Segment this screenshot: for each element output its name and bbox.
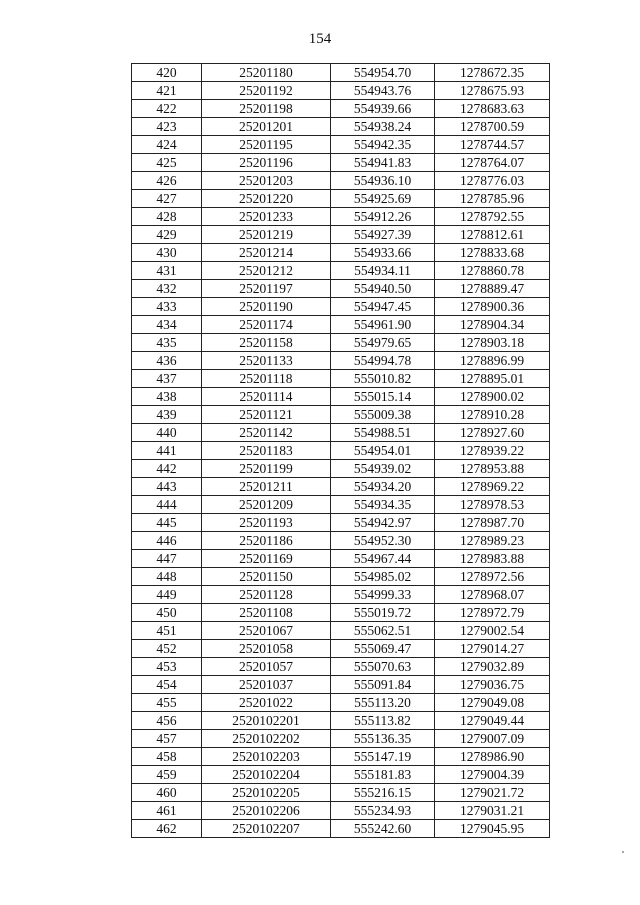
coordinates-table <box>131 63 550 838</box>
point-id-cell: 25201150 <box>202 568 331 586</box>
row-number-cell: 454 <box>132 676 202 694</box>
table-row <box>132 532 550 550</box>
point-id-cell: 25201203 <box>202 172 331 190</box>
row-number-cell: 440 <box>132 424 202 442</box>
table-row <box>132 244 550 262</box>
row-number-cell: 461 <box>132 802 202 820</box>
table-row <box>132 694 550 712</box>
x-coordinate-cell: 554954.70 <box>331 64 435 82</box>
point-id-cell: 25201209 <box>202 496 331 514</box>
x-coordinate-cell: 555070.63 <box>331 658 435 676</box>
y-coordinate-cell: 1278744.57 <box>435 136 550 154</box>
x-coordinate-cell: 555113.20 <box>331 694 435 712</box>
row-number-cell: 460 <box>132 784 202 802</box>
point-id-cell: 25201067 <box>202 622 331 640</box>
y-coordinate-cell: 1278939.22 <box>435 442 550 460</box>
point-id-cell: 25201193 <box>202 514 331 532</box>
point-id-cell: 25201219 <box>202 226 331 244</box>
y-coordinate-cell: 1279031.21 <box>435 802 550 820</box>
x-coordinate-cell: 555069.47 <box>331 640 435 658</box>
table-row <box>132 460 550 478</box>
x-coordinate-cell: 554933.66 <box>331 244 435 262</box>
x-coordinate-cell: 555113.82 <box>331 712 435 730</box>
point-id-cell: 25201199 <box>202 460 331 478</box>
x-coordinate-cell: 554925.69 <box>331 190 435 208</box>
x-coordinate-cell: 554999.33 <box>331 586 435 604</box>
row-number-cell: 459 <box>132 766 202 784</box>
table-row <box>132 802 550 820</box>
table-row <box>132 172 550 190</box>
point-id-cell: 25201190 <box>202 298 331 316</box>
x-coordinate-cell: 554927.39 <box>331 226 435 244</box>
point-id-cell: 2520102203 <box>202 748 331 766</box>
y-coordinate-cell: 1279007.09 <box>435 730 550 748</box>
row-number-cell: 425 <box>132 154 202 172</box>
table-row <box>132 496 550 514</box>
y-coordinate-cell: 1278978.53 <box>435 496 550 514</box>
y-coordinate-cell: 1278987.70 <box>435 514 550 532</box>
x-coordinate-cell: 554939.66 <box>331 100 435 118</box>
x-coordinate-cell: 555091.84 <box>331 676 435 694</box>
x-coordinate-cell: 554934.35 <box>331 496 435 514</box>
row-number-cell: 456 <box>132 712 202 730</box>
y-coordinate-cell: 1278683.63 <box>435 100 550 118</box>
row-number-cell: 426 <box>132 172 202 190</box>
x-coordinate-cell: 554934.20 <box>331 478 435 496</box>
y-coordinate-cell: 1279021.72 <box>435 784 550 802</box>
row-number-cell: 438 <box>132 388 202 406</box>
table-row <box>132 604 550 622</box>
y-coordinate-cell: 1278785.96 <box>435 190 550 208</box>
point-id-cell: 25201108 <box>202 604 331 622</box>
row-number-cell: 435 <box>132 334 202 352</box>
point-id-cell: 25201211 <box>202 478 331 496</box>
point-id-cell: 25201186 <box>202 532 331 550</box>
row-number-cell: 452 <box>132 640 202 658</box>
row-number-cell: 431 <box>132 262 202 280</box>
table-row <box>132 298 550 316</box>
x-coordinate-cell: 554967.44 <box>331 550 435 568</box>
table-row <box>132 442 550 460</box>
point-id-cell: 25201233 <box>202 208 331 226</box>
table-row <box>132 478 550 496</box>
row-number-cell: 422 <box>132 100 202 118</box>
y-coordinate-cell: 1279049.08 <box>435 694 550 712</box>
x-coordinate-cell: 555147.19 <box>331 748 435 766</box>
row-number-cell: 462 <box>132 820 202 838</box>
row-number-cell: 441 <box>132 442 202 460</box>
x-coordinate-cell: 554912.26 <box>331 208 435 226</box>
x-coordinate-cell: 555216.15 <box>331 784 435 802</box>
row-number-cell: 448 <box>132 568 202 586</box>
row-number-cell: 436 <box>132 352 202 370</box>
point-id-cell: 25201133 <box>202 352 331 370</box>
point-id-cell: 25201201 <box>202 118 331 136</box>
row-number-cell: 439 <box>132 406 202 424</box>
y-coordinate-cell: 1278792.55 <box>435 208 550 226</box>
point-id-cell: 25201196 <box>202 154 331 172</box>
point-id-cell: 25201183 <box>202 442 331 460</box>
point-id-cell: 25201192 <box>202 82 331 100</box>
y-coordinate-cell: 1278910.28 <box>435 406 550 424</box>
x-coordinate-cell: 555019.72 <box>331 604 435 622</box>
point-id-cell: 25201174 <box>202 316 331 334</box>
row-number-cell: 421 <box>132 82 202 100</box>
y-coordinate-cell: 1279004.39 <box>435 766 550 784</box>
table-row <box>132 64 550 82</box>
y-coordinate-cell: 1278983.88 <box>435 550 550 568</box>
y-coordinate-cell: 1278776.03 <box>435 172 550 190</box>
y-coordinate-cell: 1279045.95 <box>435 820 550 838</box>
table-row <box>132 136 550 154</box>
x-coordinate-cell: 554939.02 <box>331 460 435 478</box>
y-coordinate-cell: 1279036.75 <box>435 676 550 694</box>
point-id-cell: 25201214 <box>202 244 331 262</box>
x-coordinate-cell: 555015.14 <box>331 388 435 406</box>
row-number-cell: 430 <box>132 244 202 262</box>
point-id-cell: 2520102205 <box>202 784 331 802</box>
point-id-cell: 25201121 <box>202 406 331 424</box>
point-id-cell: 25201212 <box>202 262 331 280</box>
table-row <box>132 334 550 352</box>
margin-mark <box>622 851 624 853</box>
x-coordinate-cell: 555234.93 <box>331 802 435 820</box>
table-row <box>132 586 550 604</box>
row-number-cell: 442 <box>132 460 202 478</box>
row-number-cell: 428 <box>132 208 202 226</box>
x-coordinate-cell: 554988.51 <box>331 424 435 442</box>
table-row <box>132 784 550 802</box>
point-id-cell: 25201142 <box>202 424 331 442</box>
x-coordinate-cell: 554936.10 <box>331 172 435 190</box>
row-number-cell: 446 <box>132 532 202 550</box>
point-id-cell: 25201118 <box>202 370 331 388</box>
x-coordinate-cell: 555009.38 <box>331 406 435 424</box>
x-coordinate-cell: 555062.51 <box>331 622 435 640</box>
point-id-cell: 25201022 <box>202 694 331 712</box>
point-id-cell: 25201037 <box>202 676 331 694</box>
table-row <box>132 658 550 676</box>
table-row <box>132 676 550 694</box>
y-coordinate-cell: 1279049.44 <box>435 712 550 730</box>
point-id-cell: 25201114 <box>202 388 331 406</box>
table-row <box>132 154 550 172</box>
table-row <box>132 208 550 226</box>
x-coordinate-cell: 554985.02 <box>331 568 435 586</box>
row-number-cell: 433 <box>132 298 202 316</box>
point-id-cell: 25201198 <box>202 100 331 118</box>
table-row <box>132 748 550 766</box>
y-coordinate-cell: 1278972.79 <box>435 604 550 622</box>
point-id-cell: 25201058 <box>202 640 331 658</box>
row-number-cell: 458 <box>132 748 202 766</box>
x-coordinate-cell: 555181.83 <box>331 766 435 784</box>
y-coordinate-cell: 1278989.23 <box>435 532 550 550</box>
x-coordinate-cell: 554947.45 <box>331 298 435 316</box>
row-number-cell: 450 <box>132 604 202 622</box>
y-coordinate-cell: 1278895.01 <box>435 370 550 388</box>
y-coordinate-cell: 1278904.34 <box>435 316 550 334</box>
y-coordinate-cell: 1278889.47 <box>435 280 550 298</box>
y-coordinate-cell: 1278903.18 <box>435 334 550 352</box>
table-row <box>132 640 550 658</box>
row-number-cell: 429 <box>132 226 202 244</box>
point-id-cell: 25201180 <box>202 64 331 82</box>
table-row <box>132 262 550 280</box>
row-number-cell: 455 <box>132 694 202 712</box>
x-coordinate-cell: 555010.82 <box>331 370 435 388</box>
row-number-cell: 444 <box>132 496 202 514</box>
y-coordinate-cell: 1278812.61 <box>435 226 550 244</box>
x-coordinate-cell: 554942.35 <box>331 136 435 154</box>
y-coordinate-cell: 1278896.99 <box>435 352 550 370</box>
table-row <box>132 316 550 334</box>
point-id-cell: 25201197 <box>202 280 331 298</box>
point-id-cell: 2520102207 <box>202 820 331 838</box>
point-id-cell: 25201128 <box>202 586 331 604</box>
row-number-cell: 427 <box>132 190 202 208</box>
row-number-cell: 420 <box>132 64 202 82</box>
x-coordinate-cell: 554940.50 <box>331 280 435 298</box>
row-number-cell: 449 <box>132 586 202 604</box>
point-id-cell: 25201220 <box>202 190 331 208</box>
table-row <box>132 406 550 424</box>
row-number-cell: 447 <box>132 550 202 568</box>
y-coordinate-cell: 1278968.07 <box>435 586 550 604</box>
row-number-cell: 434 <box>132 316 202 334</box>
x-coordinate-cell: 554979.65 <box>331 334 435 352</box>
table-row <box>132 280 550 298</box>
y-coordinate-cell: 1278900.36 <box>435 298 550 316</box>
y-coordinate-cell: 1278675.93 <box>435 82 550 100</box>
y-coordinate-cell: 1278953.88 <box>435 460 550 478</box>
x-coordinate-cell: 554952.30 <box>331 532 435 550</box>
row-number-cell: 457 <box>132 730 202 748</box>
point-id-cell: 25201195 <box>202 136 331 154</box>
table-row <box>132 190 550 208</box>
y-coordinate-cell: 1278833.68 <box>435 244 550 262</box>
point-id-cell: 2520102201 <box>202 712 331 730</box>
table-row <box>132 550 550 568</box>
point-id-cell: 2520102206 <box>202 802 331 820</box>
y-coordinate-cell: 1278927.60 <box>435 424 550 442</box>
x-coordinate-cell: 554942.97 <box>331 514 435 532</box>
x-coordinate-cell: 554994.78 <box>331 352 435 370</box>
x-coordinate-cell: 554938.24 <box>331 118 435 136</box>
table-row <box>132 226 550 244</box>
table-row <box>132 424 550 442</box>
page-number: 154 <box>308 31 332 47</box>
y-coordinate-cell: 1278969.22 <box>435 478 550 496</box>
table-row <box>132 82 550 100</box>
table-row <box>132 730 550 748</box>
y-coordinate-cell: 1278672.35 <box>435 64 550 82</box>
point-id-cell: 25201169 <box>202 550 331 568</box>
x-coordinate-cell: 554954.01 <box>331 442 435 460</box>
table-row <box>132 352 550 370</box>
row-number-cell: 424 <box>132 136 202 154</box>
table-row <box>132 766 550 784</box>
table-row <box>132 820 550 838</box>
point-id-cell: 25201057 <box>202 658 331 676</box>
table-row <box>132 514 550 532</box>
table-row <box>132 622 550 640</box>
x-coordinate-cell: 555136.35 <box>331 730 435 748</box>
table-row <box>132 388 550 406</box>
table-row <box>132 118 550 136</box>
y-coordinate-cell: 1278860.78 <box>435 262 550 280</box>
row-number-cell: 445 <box>132 514 202 532</box>
y-coordinate-cell: 1279014.27 <box>435 640 550 658</box>
point-id-cell: 2520102202 <box>202 730 331 748</box>
y-coordinate-cell: 1278700.59 <box>435 118 550 136</box>
x-coordinate-cell: 554961.90 <box>331 316 435 334</box>
x-coordinate-cell: 555242.60 <box>331 820 435 838</box>
y-coordinate-cell: 1278986.90 <box>435 748 550 766</box>
row-number-cell: 453 <box>132 658 202 676</box>
y-coordinate-cell: 1278900.02 <box>435 388 550 406</box>
coordinates-table-body <box>132 64 550 838</box>
point-id-cell: 25201158 <box>202 334 331 352</box>
y-coordinate-cell: 1279002.54 <box>435 622 550 640</box>
table-row <box>132 712 550 730</box>
x-coordinate-cell: 554934.11 <box>331 262 435 280</box>
table-row <box>132 370 550 388</box>
row-number-cell: 443 <box>132 478 202 496</box>
table-row <box>132 568 550 586</box>
row-number-cell: 432 <box>132 280 202 298</box>
row-number-cell: 423 <box>132 118 202 136</box>
row-number-cell: 451 <box>132 622 202 640</box>
row-number-cell: 437 <box>132 370 202 388</box>
y-coordinate-cell: 1279032.89 <box>435 658 550 676</box>
y-coordinate-cell: 1278764.07 <box>435 154 550 172</box>
x-coordinate-cell: 554941.83 <box>331 154 435 172</box>
y-coordinate-cell: 1278972.56 <box>435 568 550 586</box>
x-coordinate-cell: 554943.76 <box>331 82 435 100</box>
point-id-cell: 2520102204 <box>202 766 331 784</box>
table-row <box>132 100 550 118</box>
